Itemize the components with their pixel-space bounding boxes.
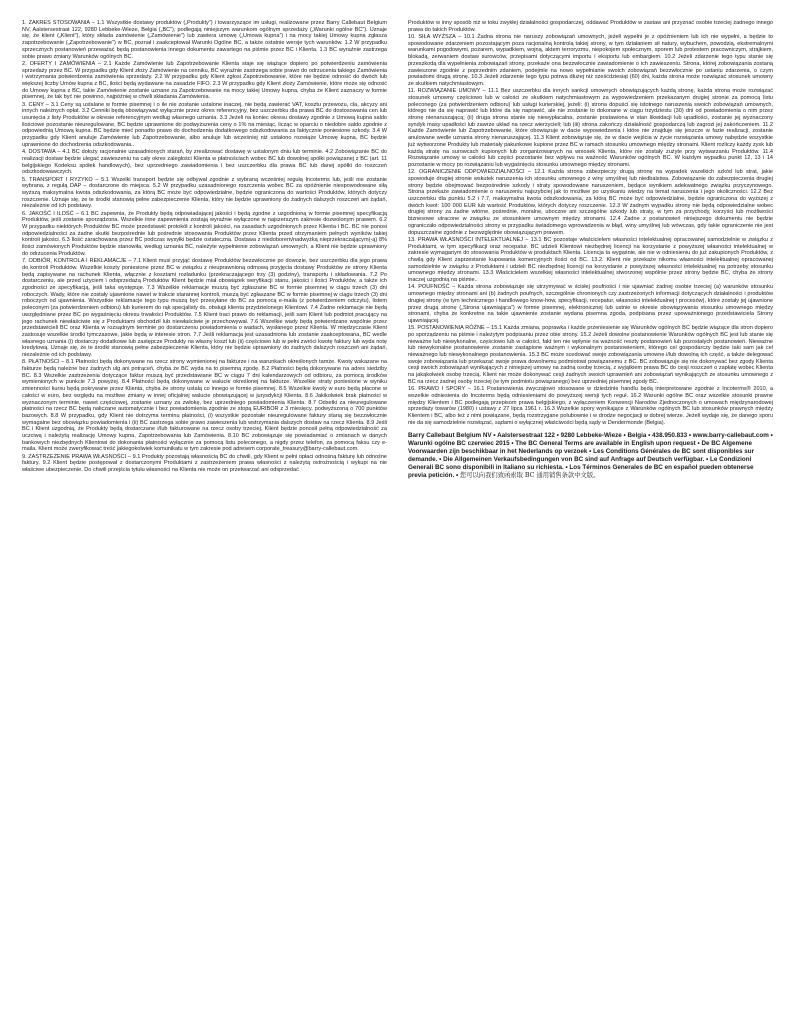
section-10-force-majeure: 10. SIŁA WYŻSZA – 10.1 Żadna strona nie naruszy zobowiązań umownych, jeżeli wypełni je z opóźnieniem lub ich nie wypełni, a będzie to spowodowane zdarzeniem pozostającym poza racjonalną kontrolą takiej strony, w tym działaniem sił natury, wybuchem, powodzią, ekstremalnymi warunkami pogodowymi, pożarem, wypadkiem, wojną, aktem terroryzmu, niepokojem społecznym, sporem lub protestem pracowniczym, strajkiem, blokadą, zerwaniem dostaw surowców, przepisami dotyczącymi importu i eksportu lub embargiem. 10.2 Jeżeli zdarzenie tego typu stanie się przeszkodą dla wypełnienia zobowiązań strony, przekaże ona bezzwłocznie zawiadomienie o ich zawieszeniu. Strona, której zobowiązania zostaną zawieszone zgodnie z poprzednim zdaniem, podejmie na nowo wypełnianie swoich zobowiązań bezzwłocznie po ustaniu zdarzenia, o czym powiadomi drugą stronę. 10.3 Jeżeli zdarzenie tego typu potrwa dłużej niż sześćdziesiąt (60) dni, każda strona może rozwiązać stosunek umowny ze skutkiem natychmiastowym. bbox=[408, 34, 773, 87]
section-6-quality-quantity: 6. JAKOŚĆ I ILOŚĆ – 6.1 BC zapewnia, że Produkty będą odpowiadającej jakości i będą zgodne z uzgodnioną w formie pisemnej specyfikacją Produktów, jeśli zostanie sporządzona. Wszelkie inne zapewnienia zostają wyraźnie wyłączone w najszerszym zakresie dozwolonym prawem. 6.2 W przypadku niektórych Produktów BC może przedstawić protokół z kontroli jakości, na zasadach uzgodnionych przez Klienta i BC. BC nie ponosi odpowiedzialności za żadne skutki bezpośrednie lub pośrednie stosowania Produktów przez Klienta przed otrzymaniem pełnych wyników takiej kontroli jakości. 6.3 Ilość zarachowana przez BC podczas wysyłki będzie ostateczna. Dostawa z niedoborem/nadwyżką nieprzekraczającym(-ą) 8% ilości zamówionych Produktów będzie stanowiła, według uznania BC, należyte wypełnienie zobowiązań umownych, a Klient nie będzie uprawniony do odrzucenia Produktów. bbox=[22, 210, 387, 257]
section-2-offers-orders: 2. OFERTY I ZAMÓWIENIA – 2.1 Każde Zamówienie lub Zapotrzebowanie Klienta staje się wiążące dopiero po potwierdzeniu zamówienia sprzedaży przez BC. W przypadku gdy Klient złoży Zamówienie na cenniku, BC wyraźnie zastrzega sobie prawo do odrzucenia takiego Zamówienia i wstrzymania potwierdzenia zamówienia sprzedaży. 2.2 W przypadku gdy Klient zgłosi Zapotrzebowanie, które nie będzie odnosić do dwóch lub większej liczby Umów kupna z BC, ilości będą wydawane na zasadzie FIFO. 2.3 W przypadku gdy Klient złoży Zamówienie, które może się odnosić do Umowy kupna z BC, takie Zamówienie zostanie uznane za Zapotrzebowanie na mocy takiej Umowy kupna, chyba że Klient zaznaczy w formie pisemnej, że tak być nie powinno, najpóźniej w chwili składania Zamówienia. bbox=[22, 60, 387, 101]
section-8-payments: 8. PŁATNOŚCI – 8.1 Płatności będą dokonywane na rzecz strony wymienionej na fakturze i na warunkach określonych tamże. Kwoty wskazane na fakturze będą należne bez żadnych ulg ani potrąceń, chyba że BC wyda na to pisemną zgodę. 8.2 Płatności będą dokonywane na adres siedziby BC. 8.3 Wszelkie zastrzeżenia dotyczące faktur muszą być przedstawiane BC w ciągu 7 dni kalendarzowych od odbioru, za pomocą środków wymienionych w punkcie 7.3 powyżej. 8.4 Płatności będą dokonywane w walucie określonej na fakturze. Wszelkie straty poniesione w wyniku zmienności kursu będą pokrywane przez Klienta, chyba że strony ustalą co innego w formie pisemnej. 8.5 Wszelkie kwoty w euro będą płacone w całości w euro, bez względu na możliwe zmiany w innej oficjalnej walucie obowiązującej w jurysdykcji Klienta. 8.6 Jakikolwiek brak płatności w wyznaczonym terminie, nawet częściowej, zostanie uznany za zwłokę, bez uprzedniego powiadomienia Klienta. 8.7 Odsetki za nieuregulowane płatności na rzecz BC będą naliczane automatycznie i bez powiadomienia zgodnie ze stopą EURIBOR z 3 miesięcy, podwyższoną o 700 punktów bazowych. 8.8 W przypadku, gdy Klient nie dotrzyma terminu płatności, (i) wszystkie pozostałe nieuregulowane faktury staną się bezzwłocznie wymagalne bez obowiązku powiadomienia i (ii) BC zastrzega sobie prawo zawieszenia lub wstrzymania dalszych dostaw na rzecz Klienta. 8.9 Jeśli BC i Klient uzgodnią, że Produkty będą dostarczane i/lub fakturowane na rzecz osoby trzeciej, Klient będzie ponosił pełną odpowiedzialność za uczciwą i należytą realizację Umowy kupna, Zapotrzebowania lub Zamówienia. 8.10 BC zobowiązuje się powiadamiać o zmianach w danych bankowych niezbędnych Klientowi do dokonania płatności wyłącznie za pomocą listu poleconego, a nigdy przez telefon, za pomocą faksu czy e-maila. Klient może zweryfikować treść jakiegokolwiek komunikatu w tym zakresie pod adresem corporate_treasury@barry-callebaut.com. bbox=[22, 359, 387, 453]
section-4-delivery: 4. DOSTAWA – 4.1 BC dołoży racjonalnie uzasadnionych starań, by zrealizować dostawę w ustalonym dniu lub terminie. 4.2 Zobowiązanie BC do realizacji dostaw będzie ulegać zawieszeniu na cały okres zaległości Klienta w płatnościach wobec BC lub dowolnej spółki powiązanej z BC (art. 11 belgijskiego Kodeksu spółek handlowych), bez uprzedniego zawiadomienia i bez uszczerbku dla prawa BC lub danej spółki do roszczeń odszkodowawczych. bbox=[22, 149, 387, 176]
footer-text: Barry Callebaut Belgium NV • Aalstersestraat 122 • 9280 Lebbeke-Wieze • Belgia • 438.950.833 • www.barry-callebaut.com • Warunki ogólne BC czerwiec 2015 • The BC General Terms are available in English upon request • De BC Algemene Voorwaarden zijn beschikbaar in het Nederlands op verzoek • Les Conditions Générales de BC sont disponibles sur demande. • Die Allgemeinen Verkaufsbedingungen von BC sind auf Anfrage auf Deutsch verfügbar. • Le Condizioni Generali BC sono disponibili in Italiano su richiesta. • Los Términos Generales de BC en español pueden obtenerse previa petición. • bbox=[408, 432, 773, 480]
section-12-liability: 12. OGRANICZENIE ODPOWIEDZIALNOŚCI – 12.1 Każda strona zabezpieczy drugą stronę na wypadek wszelkich szkód lub strat, jakie spowoduje drugiej stronie wskutek naruszenia ich stosunku umownego z winy umyślnej lub niedbalstwa. Zobowiązanie do zabezpieczenia drugiej strony będzie obejmować bezpośrednie szkody i straty spowodowane naruszeniem, będące wynikiem adekwatnego związku przyczynowego. Strona przekaże zawiadomienie o naruszeniu najszybciej jak to możliwe po uzyskaniu wiedzy na temat naruszenia i jego okoliczności. 12.2 Bez uszczerbku dla punktu 5.2 i 7.7, maksymalna kwota odszkodowania, za którą BC może być odpowiedzialne, będzie ograniczona do wyższej z dwóch kwot: 100 000 EUR lub wartość Produktów, których dotyczy roszczenie. 12.3 W żadnym wypadku strony nie będą odpowiedzialne wobec drugiej strony za żadne wtórne, pośrednie, moralne, uboczne ani szczególne szkody lub straty, w tym za przychody, korzyści lub możliwości biznesowe utracone w związku ze stosunkiem umownym między stronami. 12.4 Żadne z postanowień niniejszego dokumentu nie będzie ograniczało odpowiedzialności strony w przypadku świadomego wprowadzenia w błąd, winy umyślnej lub wówczas, gdy takie ograniczenie nie jest dopuszczalne zgodnie z bezwzględnie obowiązującym prawem. bbox=[408, 169, 773, 236]
section-9-retention-of-title: 9. ZASTRZEŻENIE PRAWA WŁASNOŚCI – 9.1 Produkty pozostają własnością BC do chwili, gdy Klient w pełni opłaci odnośną fakturę lub odnośne faktury. 9.2 Klient będzie postępował z dostarczonymi Produktami z zastrzeżeniem prawa własności z należytą ostrożnością i wykupi na nie właściwe ubezpieczenie. Do chwili przejścia tytułu własności na Klienta nie może on przetwarzać ani odsprzedać bbox=[22, 453, 387, 474]
section-1-scope: 1. ZAKRES STOSOWANIA – 1.1 Wszystkie dostawy produktów („Produkty”) i towarzyszące im usługi, realizowane przez Barry Callebaut Belgium NV, Aalstersestraat 122, 9280 Lebbeke-Wieze, Belgia („BC”), podlegają niniejszym warunkom ogólnym sprzedaży („Warunki ogólne BC”). Uznaje się, że klient („Klient”), który składa zamówienie („Zamówienie”) lub zawiera umowę („Umowa kupna”) i na mocy takiej Umowy kupna zgłasza zapotrzebowanie („Zapotrzebowanie”) w BC, poznał i zaakceptował Warunki Ogólne BC, a także ostatnie wersje tych warunków. 1.2 W przypadku sprzecznych postanowień przeważać będą postanowienia innego dokumentu zawartego na piśmie przez BC i Klienta. 1.3 BC wyraźnie zastrzega sobie prawo zmiany Warunków ogólnych BC. bbox=[22, 20, 387, 60]
section-11-termination: 11. ROZWIĄZANIE UMOWY – 11.1 Bez uszczerbku dla innych sankcji umownych obowiązujących każdą stronę, każda strona może rozwiązać stosunek umowny częściowo lub w całości ze skutkiem natychmiastowym za wypowiedzeniem przekazanym drugiej stronie za pomocą listu poleconego (za potwierdzeniem odbioru) lub usługi kurierskiej, jeżeli: (i) strona dopuści się istotnego naruszenia swoich zobowiązań umownych, którego nie da się naprawić lub które da się naprawić, ale nie zostanie to dokonane w ciągu trzydziestu (30) dni od powiadomienia o nim przez stronę nienaruszającą; (ii) druga strona stanie się niewypłacalna, zostanie postawiona w stan likwidacji lub upadłości, zostanie jej wyznaczony syndyk masy upadłości lub zawrze układ na rzecz wierzycieli; lub (iii) strona zakończy działalność gospodarczą lub zagrozi jej zakończeniem. 11.2 Każde Zamówienie lub Zapotrzebowanie, które obowiązuje w dacie wypowiedzenia i które nie znajduje się jeszcze w fazie realizacji, zostanie anulowane wedle uznania strony nienaruszającej. 11.3 Klient zobowiązuje się, że w dacie wejścia w życie rozwiązania umowy nabędzie wszystkie już wytworzone Produkty lub materiały pakunkowe kupione przez BC w ramach stosunku umownego między stronami. Klient rozliczy każdy zysk lub każdą stratę na surowcach kupionych lub zorganizowanych na wniosek Klienta, które nie zostały zużyte przy wytwarzaniu Produktów. 11.4 Rozwiązanie umowy w całości lub części pozostanie bez wpływu na ważność Warunków ogólnych BC. W każdym wypadku punkt 12, 13 i 14 pozostanie w mocy po rozwiązaniu lub wygaśnięciu stosunku umownego między stronami. bbox=[408, 88, 773, 168]
section-3-prices: 3. CENY – 3.1 Ceny są ustalane w formie pisemnej i o ile nie zostanie ustalone inaczej, nie będą zawierać VAT, kosztu przewozu, cła, akcyzy ani innych należnych opłat. 3.2 Cenniki będą obowiązywać wyłącznie przez okres referencyjny, bez uszczerbku dla prawa BC do dostosowania cen lub usunięcia z listy Produktów w okresie referencyjnym według własnego uznania. 3.3 Jeżeli na koniec okresu dostawy zgodnie z Umową kupna saldo ilościowe pozostanie nieuregulowane, BC będzie uprawnione do podwyższenia ceny o 1% na miesiąc, licząc w oparciu o niedobre saldo zgodnie z odpowiednią Umową kupna. BC będzie mieć ponadto prawo do dochodzenia dodatkowego odszkodowania za faktycznie poniesione szkody. 3.4 W przypadku gdy Klient anuluje Zamówienie lub Zapotrzebowanie, albo anuluje lub wcześniej niż ustalono rozwiąże Umowę kupna, BC będzie uprawnione do dochodzenia odszkodowania.. bbox=[22, 101, 387, 148]
section-16-law-disputes: 16. PRAWO I SPORY – 16.1 Postanowienia zwyczajowo stosowane w dziedzinie handlu będą interpretowane zgodnie z Incoterms® 2010, a wszelkie odniesienia do Incoterms będą odniesieniami do powyższej wersji tych reguł. 16.2 Warunki ogólne BC oraz wszelkie stosunki prawne między Klientem i BC podlegają przepisom prawa belgijskiego, z wyłączeniem Konwencji Narodów Zjednoczonych o umowach międzynarodowej sprzedaży towarów (1980) i ustawy z 27 lipca 1961 r. 16.3 Wszelkie spory wynikające z Warunków ogólnych BC lub stosunków prawnych między Klientem i BC, albo też z nimi powiązane, będą rozstrzygane polubownie i w drodze negocjacji w dobrej wierze. Jeżeli wydaje się, że danego sporu nie da się samodzielnie rozwiązać, sądami o wyłącznej właściwości będą sądy w Dendermonde (Belgia). bbox=[408, 386, 773, 426]
section-13-intellectual-property: 13. PRAWA WŁASNOŚCI INTELEKTUALNEJ – 13.1 BC pozostaje właścicielem własności intelektualnej opracowanej samodzielnie w związku z Produktami, w tym specyfikacji oraz recepatur. BC udzieli Klientowi niezbędnej licencji na korzystanie z powyższej własności intelektualnej w zakresie wymaganym do stosowania Produktów w produktach Klienta. Licencja ta wygaśnie, ale nie w odniesieniu do już zakupionych Produktów, z chwilą gdy Klient zaprzestanie kupowania komercyjnych ilości od BC. 13.2. Klient nie przekaże nikomu własności intelektualnej opracowanej samodzielnie w związku z Produktami i udzieli BC niezbędnej licencji na korzystanie z powyższej własności intelektualnej na potrzeby stosunku umownego między stronami. 13.3 Właścicielem wszelkiej własności intelektualnej stworzonej wspólnie przez strony będzie BC, chyba że strony inaczej uzgodnią na piśmie.. bbox=[408, 236, 773, 284]
terms-page bbox=[22, 20, 773, 1008]
section-7-acceptance-complaints: 7. ODBIÓR, KONTROLA I REKLAMACJE – 7.1 Klient musi przyjąć dostawę Produktów bezzwłocznie po dowozie, bez uszczerbku dla jego prawa do kontroli Produktów. Wszelkie koszty poniesione przez BC w związku z nieuprawnioną odmową przyjęcia dostawy Produktów ze strony Klienta będą zapisywane na rachunek Klienta, włącznie z kosztami rozładunku (przekraczającego trzy (3) godziny), transportu i składowania. 7.2 Po dostarczeniu, ale przed użyciem i odsprzedażą Produktów Klient będzie miał obowiązek weryfikacji stanu, jakości i ilości Produktów, a także ich zgodności ze specyfikacją, jeśli taka występuje. 7.3 Wszelkie reklamacje muszą być zgłaszane BC w formie pisemnej w ciągu trzech (3) dni roboczych. Wady, które nie zostały ujawnione nawet w trakcie starannej kontroli, muszą być zgłaszane BC w formie pisemnej w ciągu trzech (3) dni roboczych od ujawnienia. Wszystkie reklamacje tego typu muszą być przesyłane do BC za pomocą e-maila (z potwierdzeniem odczytu), listem poleconym (za potwierdzeniem odbioru) lub kurierem do rąk specjalisty ds. obsługi klienta przydzielonego Klientowi. 7.4 Żadne reklamacje nie będą uwzględniane przez BC po wygaśnięciu okresu trwałości Produktów. 7.5 Klient traci prawo do reklamacji, jeśli sam Klient lub podmiot pracujący na jego rachunek niewłaściwie się z Produktami obchodził lub niewłaściwie je przechowywał. 7.6 Wszelkie wady będą potwierdzane wspólnie przez przedstawicieli BC oraz Klienta w rozsądnym terminie po dostarczeniu powiadomienia o wadach, wysłanego przez Klienta. W międzyczasie Klient zastosuje wszelkie środki tymczasowe, jakie będą w interesie stron. 7.7 Jeśli reklamacja jest uzasadniona lub zostanie zaakceptowana, BC wedle własnego uznania (i) dostarczy dodatkowe lub zastępcze Produkty na własny koszt lub (ii) częściowo lub w pełni zwróci kwotę faktury lub wyda notę kredytową. Uznaje się, że te środki stanowią pełne zabezpieczenie Klienta, który nie będzie uprawniony do żadnych dalszych roszczeń ani żądań, niezależnie od ich podstawy. bbox=[22, 258, 387, 359]
right-column bbox=[408, 20, 773, 1008]
company-footer bbox=[408, 432, 773, 480]
left-column bbox=[22, 20, 387, 1008]
footer-chinese-text: 您可以向我们致函索取 BC 通用销售条款中文版。 bbox=[459, 472, 600, 480]
section-9-continued: Produktów w inny sposób niż w toku zwykłej działalności gospodarczej, oddawać Produktów w zastaw ani przyznać osobie trzeciej żadnego innego prawa do takich Produktów. bbox=[408, 20, 773, 33]
section-15-miscellaneous: 15. POSTANOWIENIA RÓŻNE – 15.1 Każda zmiana, poprawka i każde przeniesienie się Warunków ogólnych BC będzie wiązące dla stron dopiero po sporządzeniu na piśmie i należytym podpisaniu przez obie strony. 15.2 Jeżeli dowolne postanowienie Warunków ogólnych BC jest lub stanie się nieważne lub niewykonalne, częściowo lub w całości, fakt ten nie wpłynie na ważność reszty postanowień lub pozostałych postanowień. Nieważne lub niewykonalne postanowienie zostanie zastąpione ważnym i wykonalnym postanowieniem, którego cel gospodarczy będzie taki sam jak cel nieważnego lub niewykonalnego postanowienia. 15.3 BC może scedować swoje zobowiązania umowne i/lub dowolną ich część, a także delegować swoje zobowiązania lub przekazać swoje prawa dowolnemu podmiotowi powiązanemu z BC. BC zobowiązuje się nie dokonywać bez zgody Klienta cesji swoich zobowiązań wynikających z niniejszej umowy na żadną osobę trzecią, z wyjątkiem prawa BC do cesji roszczeń o zapłatę wobec Klienta na jakąkolwiek osobę trzecią. Klient nie może dokonywać cesji żadnych swoich uprawnień ani zobowiązań wynikających ze stosunku umownego z BC na rzecz żadnej osoby trzeciej (w tym podmiotu powiązanego) bez uprzedniej pisemnej zgody BC. bbox=[408, 325, 773, 385]
section-5-transport-risk: 5. TRANSPORT I RYZYKO – 5.1 Wszelki transport będzie się odbywał zgodnie z wybraną wcześniej regułą Incoterms lub, jeśli nie zostanie wybrana, z regułą DAP – dostarczone do miejsca. 5.2 W przypadku uzasadnionego roszczenia wobec BC za opóźnienie niespowodowane siłą wyższą maksymalna kwota odszkodowania, za którą BC może być odpowiedzialne, będzie ograniczona do wartości Produktów, których dotyczy roszczenie. Uznaje się, że te środki stanowią pełne zabezpieczenie Klienta, który nie będzie uprawniony do żadnych dalszych roszczeń ani żądań, niezależnie od ich podstawy. bbox=[22, 176, 387, 210]
section-14-confidentiality: 14. POUFNOŚĆ – Każda strona zobowiązuje się utrzymywać w ścisłej poufności i nie ujawniać żadnej osobie trzeciej (a) warunków stosunku umownego między stronami ani (b) żadnych poufnych, szczególnie chronionych czy zastrzeżonych informacji dotyczących działalności i produktów drugiej strony (w tym technicznego i handlowego know-how, specyfikacji, recepatur, własności intelektualnej i procesów), które zostały jej ujawnione przez drugą stronę („Strona ujawniająca”) w formie pisemnej, elektronicznej lub ustnie w okresie obowiązywania stosunku umownego między stronami, chyba że konkretne na takie ujawnienie zostanie wydana pisemna zgoda, podpisana przez upoważnionego przedstawiciela Strony ujawniającej. bbox=[408, 284, 773, 324]
